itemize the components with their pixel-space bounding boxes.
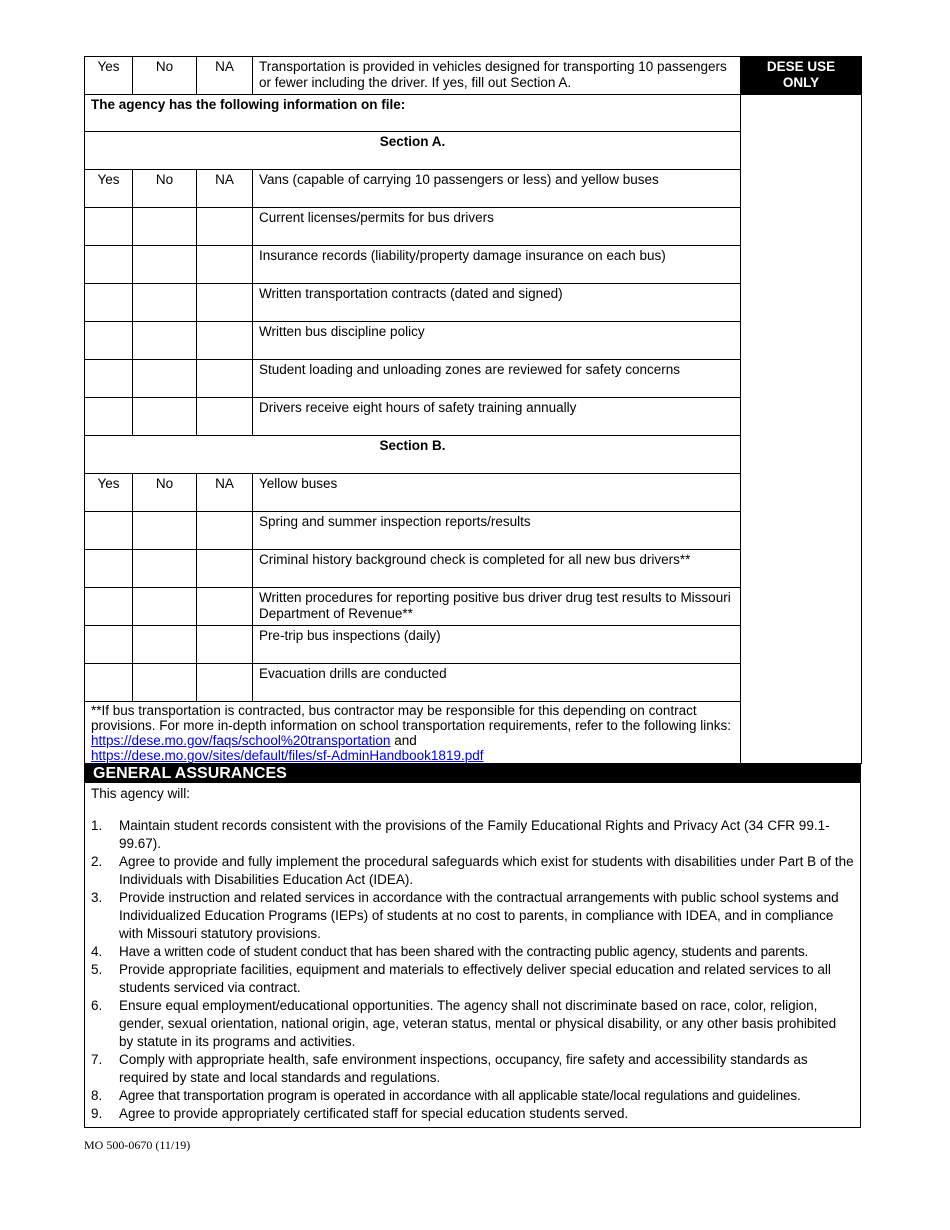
dese-use-only-label: DESE USE ONLY bbox=[741, 57, 862, 95]
yes-checkbox-cell[interactable] bbox=[85, 208, 133, 246]
assurance-text: Provide instruction and related services in accordance with the contractual arrangements with public school systems and Individualized Education Programs (IEPs) of students at no cost to parents, in compliance with IDEA, and in compliance with Missouri statutory provisions. bbox=[119, 890, 839, 941]
na-checkbox-cell[interactable] bbox=[197, 284, 253, 322]
assurance-number: 3. bbox=[91, 890, 103, 905]
assurance-text: Have a written code of student conduct that has been shared with the contracting public agency, students and parents. bbox=[119, 944, 809, 959]
no-checkbox-cell[interactable] bbox=[133, 664, 197, 702]
admin-handbook-link[interactable]: https://dese.mo.gov/sites/default/files/sf-AdminHandbook1819.pdf bbox=[91, 748, 484, 763]
assurance-item bbox=[91, 1051, 854, 1087]
assurance-number: 7. bbox=[91, 1052, 103, 1067]
section-b-item: Criminal history background check is completed for all new bus drivers** bbox=[253, 550, 741, 588]
no-checkbox-cell[interactable] bbox=[133, 246, 197, 284]
no-checkbox-cell[interactable] bbox=[133, 512, 197, 550]
school-transportation-faq-link[interactable]: https://dese.mo.gov/faqs/school%20transportation bbox=[91, 733, 391, 748]
na-checkbox-cell[interactable] bbox=[197, 550, 253, 588]
yes-checkbox-cell[interactable] bbox=[85, 360, 133, 398]
assurance-text: Maintain student records consistent with the provisions of the Family Educational Rights and Privacy Act (34 CFR 99.1-99.67). bbox=[119, 818, 830, 851]
na-checkbox-cell[interactable] bbox=[197, 588, 253, 626]
section-b-item: Evacuation drills are conducted bbox=[253, 664, 741, 702]
dese-use-column[interactable] bbox=[741, 95, 862, 764]
top-yes-cell[interactable]: Yes bbox=[85, 57, 133, 95]
no-checkbox-cell[interactable] bbox=[133, 626, 197, 664]
no-checkbox-cell[interactable] bbox=[133, 588, 197, 626]
assurance-item bbox=[91, 1087, 854, 1105]
no-checkbox-cell[interactable] bbox=[133, 322, 197, 360]
no-checkbox-cell[interactable] bbox=[133, 398, 197, 436]
section-a-item: Written bus discipline policy bbox=[253, 322, 741, 360]
na-checkbox-cell[interactable] bbox=[197, 398, 253, 436]
assurance-text: Agree to provide appropriately certificated staff for special education students served. bbox=[119, 1106, 629, 1121]
yes-checkbox-cell[interactable] bbox=[85, 626, 133, 664]
section-a-item: Written transportation contracts (dated and signed) bbox=[253, 284, 741, 322]
section-a-yes-cell[interactable]: Yes bbox=[85, 170, 133, 208]
transportation-table bbox=[84, 56, 862, 764]
na-checkbox-cell[interactable] bbox=[197, 322, 253, 360]
assurance-item bbox=[91, 997, 854, 1051]
contractor-note bbox=[85, 702, 741, 764]
general-assurances-body bbox=[84, 783, 861, 1128]
section-a-item: Insurance records (liability/property damage insurance on each bus) bbox=[253, 246, 741, 284]
assurance-text: Agree to provide and fully implement the procedural safeguards which exist for students with disabilities under Part B of the Individuals with Disabilities Education Act (IDEA). bbox=[119, 854, 854, 887]
assurance-number: 2. bbox=[91, 854, 103, 869]
assurance-text: Provide appropriate facilities, equipment and materials to effectively deliver special education and related services to all students serviced via contract. bbox=[119, 962, 831, 995]
na-checkbox-cell[interactable] bbox=[197, 360, 253, 398]
section-a-item: Current licenses/permits for bus drivers bbox=[253, 208, 741, 246]
no-checkbox-cell[interactable] bbox=[133, 550, 197, 588]
yes-checkbox-cell[interactable] bbox=[85, 512, 133, 550]
yes-checkbox-cell[interactable] bbox=[85, 550, 133, 588]
yes-checkbox-cell[interactable] bbox=[85, 398, 133, 436]
top-question-text: Transportation is provided in vehicles designed for transporting 10 passengers or fewer including the driver. If yes, fill out Section A. bbox=[253, 57, 741, 95]
general-assurances-intro: This agency will: bbox=[91, 786, 191, 801]
section-a-na-cell[interactable]: NA bbox=[197, 170, 253, 208]
assurance-number: 4. bbox=[91, 944, 103, 959]
no-checkbox-cell[interactable] bbox=[133, 208, 197, 246]
section-b-header-text: Yellow buses bbox=[253, 474, 741, 512]
assurance-item bbox=[91, 889, 854, 943]
section-a-no-cell[interactable]: No bbox=[133, 170, 197, 208]
na-checkbox-cell[interactable] bbox=[197, 664, 253, 702]
yes-checkbox-cell[interactable] bbox=[85, 284, 133, 322]
assurance-number: 8. bbox=[91, 1088, 103, 1103]
top-no-cell[interactable]: No bbox=[133, 57, 197, 95]
contractor-note-text: **If bus transportation is contracted, bus contractor may be responsible for this depending on contract provisions. For more in-depth information on school transportation requirements, refer to the following links: bbox=[91, 703, 732, 733]
assurance-text: Agree that transportation program is operated in accordance with all applicable state/local regulations and guidelines. bbox=[119, 1088, 801, 1103]
top-na-cell[interactable]: NA bbox=[197, 57, 253, 95]
section-b-item: Spring and summer inspection reports/results bbox=[253, 512, 741, 550]
yes-checkbox-cell[interactable] bbox=[85, 246, 133, 284]
form-number-footer: MO 500-0670 (11/19) bbox=[84, 1138, 191, 1152]
assurance-number: 5. bbox=[91, 962, 103, 977]
assurance-number: 9. bbox=[91, 1106, 103, 1121]
assurance-number: 1. bbox=[91, 818, 103, 833]
yes-checkbox-cell[interactable] bbox=[85, 322, 133, 360]
section-b-yes-cell[interactable]: Yes bbox=[85, 474, 133, 512]
section-a-item: Drivers receive eight hours of safety training annually bbox=[253, 398, 741, 436]
assurance-text: Comply with appropriate health, safe environment inspections, occupancy, fire safety and accessibility standards as required by state and local standards and regulations. bbox=[119, 1052, 808, 1085]
na-checkbox-cell[interactable] bbox=[197, 626, 253, 664]
section-b-na-cell[interactable]: NA bbox=[197, 474, 253, 512]
assurance-text: Ensure equal employment/educational opportunities. The agency shall not discriminate based on race, color, religion, gender, sexual orientation, national origin, age, veteran status, mental or physical disability, or any other basis prohibited by statute in its programs and activities. bbox=[119, 998, 837, 1049]
section-b-no-cell[interactable]: No bbox=[133, 474, 197, 512]
na-checkbox-cell[interactable] bbox=[197, 512, 253, 550]
section-a-title: Section A. bbox=[85, 132, 741, 170]
na-checkbox-cell[interactable] bbox=[197, 208, 253, 246]
section-a-item: Student loading and unloading zones are reviewed for safety concerns bbox=[253, 360, 741, 398]
section-b-title: Section B. bbox=[85, 436, 741, 474]
assurance-item bbox=[91, 817, 854, 853]
link-separator: and bbox=[394, 733, 417, 748]
section-b-item: Pre-trip bus inspections (daily) bbox=[253, 626, 741, 664]
assurance-item bbox=[91, 961, 854, 997]
assurances-list bbox=[91, 817, 854, 1123]
assurance-item bbox=[91, 1105, 854, 1123]
no-checkbox-cell[interactable] bbox=[133, 360, 197, 398]
assurance-item bbox=[91, 853, 854, 889]
no-checkbox-cell[interactable] bbox=[133, 284, 197, 322]
yes-checkbox-cell[interactable] bbox=[85, 588, 133, 626]
section-b-item: Written procedures for reporting positive bus driver drug test results to Missouri Department of Revenue** bbox=[253, 588, 741, 626]
section-a-header-text: Vans (capable of carrying 10 passengers or less) and yellow buses bbox=[253, 170, 741, 208]
transportation-form bbox=[84, 56, 861, 1128]
assurance-item bbox=[91, 943, 854, 961]
general-assurances-heading: GENERAL ASSURANCES bbox=[84, 764, 861, 783]
info-on-file-heading: The agency has the following information on file: bbox=[85, 95, 741, 132]
assurance-number: 6. bbox=[91, 998, 103, 1013]
na-checkbox-cell[interactable] bbox=[197, 246, 253, 284]
yes-checkbox-cell[interactable] bbox=[85, 664, 133, 702]
